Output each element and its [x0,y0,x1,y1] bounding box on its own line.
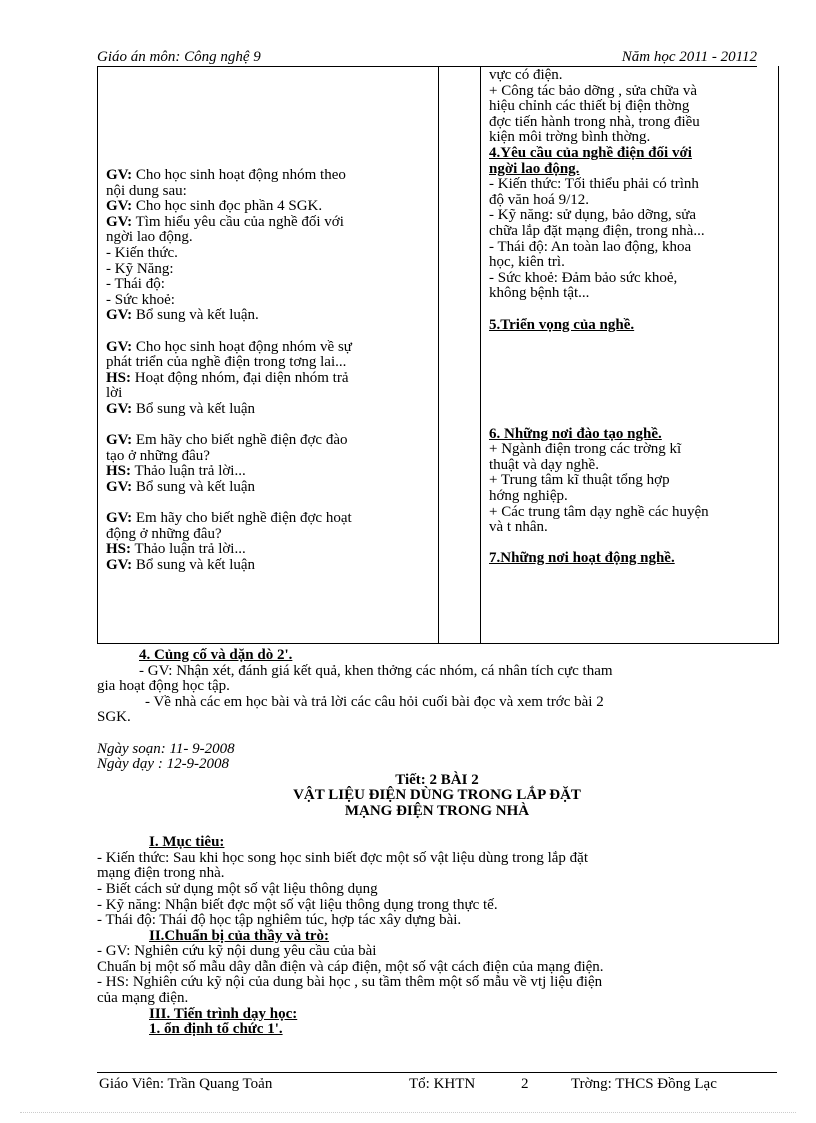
activity-line [106,230,432,246]
speaker-label: GV: [106,198,133,215]
spacer [489,395,775,411]
section-heading: II.Chuẩn bị của thầy và trò: [149,927,330,944]
activity-text: Bổ sung và kết luận [132,556,256,573]
activity-text: Thảo luận trả lời... [131,463,246,480]
section-heading: 4. Củng cố và dặn dò 2'. [139,647,293,663]
activity-line [106,355,432,371]
body-line: - Kỹ năng: Nhận biết đợc một số vật liệu thông dụng trong thực tế. [97,896,498,913]
activity-text: Hoạt động nhóm, đại diện nhóm trả [131,369,349,386]
activity-line [106,558,432,574]
spacer [97,726,777,742]
content-line: độ văn hoá 9/12. [489,191,589,208]
speaker-label: GV: [106,556,133,573]
activity-line [106,184,432,200]
body-line: mạng điện trong nhà. [97,865,225,882]
activity-text: Em hãy cho biết nghề điện đợc hoạt [132,510,352,527]
content-line: - Kiến thức: Tối thiểu phải có trình [489,176,699,193]
content-line: hiệu chỉnh các thiết bị điện thờng [489,98,690,115]
activity-text: - Thái độ: [106,276,165,293]
speaker-label: GV: [106,213,133,230]
content-line: hớng nghiệp. [489,488,568,505]
speaker-label: GV: [106,478,133,495]
section-heading: 6. Những nơi đào tạo nghề. [489,425,662,442]
body-line: gia hoạt động học tập. [97,678,230,695]
body-line: - HS: Nghiên cứu kỹ nội của dung bài học , su tầm thêm một số mẫu về vtj liệu điện [97,974,603,991]
activity-text: ngời lao động. [106,229,193,246]
activity-line [106,371,432,387]
activity-text: - Sức khoẻ: [106,291,175,308]
section-heading: 1. ổn định tổ chức 1'. [149,1021,283,1038]
date-line: Ngày soạn: 11- 9-2008 [97,740,235,757]
content-column [489,68,775,567]
activity-line [106,293,432,309]
activity-line [106,449,432,465]
activity-text: nội dung sau: [106,182,187,199]
page-header [97,48,757,67]
teacher-activity-column [106,168,432,573]
activity-line [106,168,432,184]
section-heading: 4.Yêu cầu của nghề điện đối với [489,144,692,161]
activity-line [106,324,432,340]
body-line: Chuẩn bị một số mẫu dây dẫn điện và cáp điện, một số vật cách điện của mạng điện. [97,958,604,975]
spacer [489,302,775,318]
page-footer [97,1072,777,1095]
activity-line [106,199,432,215]
body-line: - Kiến thức: Sau khi học song học sinh biết đợc một số vật liệu dùng trong lắp đặt [97,849,588,866]
table-column-divider [438,66,439,643]
activity-text: lời [106,385,123,402]
lesson-number: Tiết: 2 BÀI 2 [395,771,479,788]
body-line: - Biết cách sử dụng một số vật liệu thông dụng [97,880,378,897]
content-line: không bệnh tật... [489,285,590,302]
section-heading: 7.Những nơi hoạt động nghề. [489,550,675,567]
content-line: và t nhân. [489,519,548,536]
table-column-divider [480,66,481,643]
activity-line [106,246,432,262]
spacer [489,411,775,427]
lesson-title: MẠNG ĐIỆN TRONG NHÀ [344,802,530,819]
activity-line [106,511,432,527]
spacer [97,820,777,836]
header-subject: Giáo án môn: Công nghệ 9 [97,49,261,65]
lesson-table [97,66,779,644]
footer-group: Tổ: KHTN [409,1076,476,1092]
lesson-body [97,648,777,1038]
activity-text: Bổ sung và kết luận [132,400,256,417]
activity-text: - Kiến thức. [106,244,178,261]
body-line: SGK. [97,709,131,726]
spacer [489,380,775,396]
activity-line [106,495,432,511]
page-edge [20,1112,796,1113]
content-line: - Thái độ: An toàn lao động, khoa [489,238,692,255]
activity-text: Thảo luận trả lời... [131,541,246,558]
activity-line [106,340,432,356]
activity-text: - Kỹ Năng: [106,260,174,277]
section-heading: 5.Triển vọng của nghề. [489,316,635,333]
content-line: chữa lắp đặt mạng điện, trong nhà... [489,222,705,239]
section-heading: III. Tiến trình dạy học: [149,1005,298,1022]
activity-line [106,386,432,402]
activity-line [106,527,432,543]
lesson-title: VẬT LIỆU ĐIỆN DÙNG TRONG LẮP ĐẶT [293,787,581,804]
spacer [489,333,775,349]
content-line: + Các trung tâm dạy nghề các huyện [489,503,709,520]
activity-text: Cho học sinh hoạt động nhóm theo [132,167,346,183]
activity-text: động ở những đâu? [106,525,222,542]
activity-text: Bổ sung và kết luận. [132,307,259,324]
section-heading: I. Mục tiêu: [149,834,225,851]
activity-text: Tìm hiểu yêu cầu của nghề đối với [132,213,344,230]
activity-line [106,402,432,418]
activity-text: Cho học sinh hoạt động nhóm về sự [132,338,352,355]
speaker-label: GV: [106,338,133,355]
content-line: + Trung tâm kĩ thuật tổng hợp [489,472,670,489]
content-line: đợc tiến hành trong nhà, trong điều [489,113,700,130]
body-line: - Thái độ: Thái độ học tập nghiêm túc, hợp tác xây dựng bài. [97,912,462,929]
activity-text: phát triển của nghề điện trong tơng lai... [106,354,347,371]
content-line: học, kiên trì. [489,254,565,271]
footer-page-number: 2 [521,1076,529,1092]
activity-line [106,262,432,278]
activity-text: tạo ở những đâu? [106,447,210,464]
body-line: - GV: Nhận xét, đánh giá kết quả, khen thởng các nhóm, cá nhân tích cực tham [139,662,613,679]
activity-line [106,542,432,558]
section-heading: ngời lao động. [489,160,580,177]
footer-school: Trờng: THCS Đồng Lạc [571,1076,717,1092]
body-line: - GV: Nghiên cứu kỹ nội dung yêu cầu của bài [97,943,377,960]
footer-teacher: Giáo Viên: Trần Quang Toản [99,1076,273,1092]
speaker-label: GV: [106,167,133,183]
body-line: - Về nhà các em học bài và trả lời các câu hỏi cuối bài đọc và xem trớc bài 2 [145,693,604,710]
activity-line [106,277,432,293]
speaker-label: HS: [106,463,132,480]
content-line: - Kỹ năng: sử dụng, bảo dỡng, sửa [489,207,697,224]
date-line: Ngày dạy : 12-9-2008 [97,756,230,773]
spacer [489,364,775,380]
header-school-year: Năm học 2011 - 20112 [621,49,757,65]
activity-text: Em hãy cho biết nghề điện đợc đào [132,432,348,449]
speaker-label: HS: [106,541,132,558]
speaker-label: HS: [106,369,132,386]
speaker-label: GV: [106,432,133,449]
activity-line [106,215,432,231]
speaker-label: GV: [106,307,133,324]
activity-line [106,308,432,324]
content-line: vực có điện. [489,67,563,83]
content-line: + Ngành điện trong các trờng kĩ [489,441,682,458]
content-line: - Sức khoẻ: Đảm bảo sức khoẻ, [489,269,678,286]
speaker-label: GV: [106,400,133,417]
activity-line [106,464,432,480]
body-line: của mạng điện. [97,990,189,1007]
activity-line [106,418,432,434]
activity-text: Cho học sinh đọc phần 4 SGK. [132,198,323,215]
content-line: kiện môi trờng bình thờng. [489,129,651,146]
content-line: + Công tác bảo dỡng , sửa chữa và [489,82,698,99]
activity-line [106,480,432,496]
spacer [489,349,775,365]
speaker-label: GV: [106,510,133,527]
spacer [489,536,775,552]
activity-line [106,433,432,449]
content-line: thuật và dạy nghề. [489,456,599,473]
activity-text: Bổ sung và kết luận [132,478,256,495]
